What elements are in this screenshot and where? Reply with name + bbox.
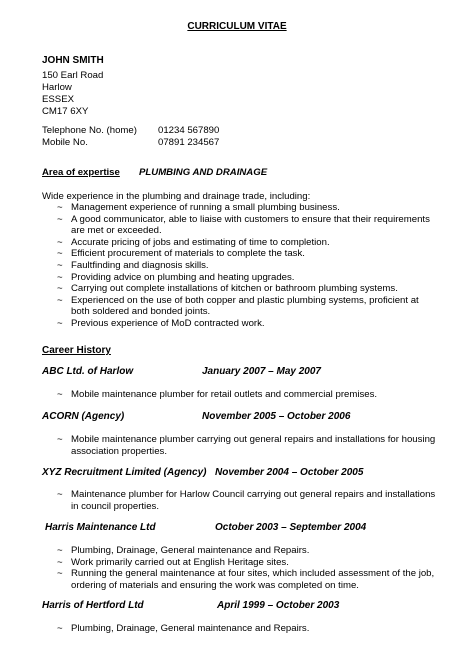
job-dates: November 2004 – October 2005 xyxy=(215,467,364,478)
list-item: ~ Previous experience of MoD contracted work. xyxy=(57,317,265,329)
phone-row-mobile xyxy=(42,137,219,149)
expertise-heading: Area of expertise xyxy=(42,167,120,178)
job-header xyxy=(42,411,350,422)
tilde-bullet: ~ xyxy=(57,283,63,295)
job-dates: April 1999 – October 2003 xyxy=(217,600,340,611)
expertise-value: PLUMBING AND DRAINAGE xyxy=(139,167,268,178)
list-item: ~ Work primarily carried out at English Heritage sites. xyxy=(57,556,289,568)
job-employer: ACORN (Agency) xyxy=(42,411,125,422)
list-item: ~ Carrying out complete installations of kitchen or bathroom plumbing systems. xyxy=(57,283,398,295)
career-history-heading: Career History xyxy=(42,345,111,356)
job-dates: October 2003 – September 2004 xyxy=(215,522,367,533)
tilde-bullet: ~ xyxy=(57,489,63,500)
job-duties xyxy=(57,545,437,591)
job-dates: January 2007 – May 2007 xyxy=(202,366,321,377)
tilde-bullet: ~ xyxy=(57,434,63,445)
list-item: ~ Mobile maintenance plumber carrying out general repairs and installations for housing association properties. xyxy=(57,434,436,457)
job-employer: Harris of Hertford Ltd xyxy=(42,600,144,611)
address-line: 150 Earl Road xyxy=(42,70,104,81)
phone-row-home xyxy=(42,125,219,137)
list-item: ~ Efficient procurement of materials to complete the task. xyxy=(57,248,305,260)
tilde-bullet: ~ xyxy=(57,213,63,225)
tilde-bullet: ~ xyxy=(57,545,63,556)
job-header xyxy=(42,467,363,478)
expertise-row xyxy=(42,167,267,178)
address-line: CM17 6XY xyxy=(42,106,89,117)
skills-list xyxy=(57,202,437,330)
list-item: ~ Accurate pricing of jobs and estimating of time to completion. xyxy=(57,236,330,248)
list-item: ~ Plumbing, Drainage, General maintenance and Repairs. xyxy=(57,545,310,556)
job-employer: Harris Maintenance Ltd xyxy=(45,522,156,533)
phone-number: 01234 567890 xyxy=(158,125,220,136)
expertise-intro: Wide experience in the plumbing and drainage trade, including: xyxy=(42,191,311,202)
phone-label: Mobile No. xyxy=(42,137,88,148)
job-header xyxy=(42,600,339,611)
job-header xyxy=(45,522,366,533)
list-item: ~ Management experience of running a small plumbing business. xyxy=(57,202,340,213)
tilde-bullet: ~ xyxy=(57,259,63,271)
phone-number: 07891 234567 xyxy=(158,137,220,148)
tilde-bullet: ~ xyxy=(57,389,63,400)
candidate-name: JOHN SMITH xyxy=(42,55,104,66)
list-item: ~ Mobile maintenance plumber for retail outlets and commercial premises. xyxy=(57,389,378,400)
address-block xyxy=(42,70,103,118)
list-item: ~ Plumbing, Drainage, General maintenance and Repairs. xyxy=(57,623,310,634)
tilde-bullet: ~ xyxy=(57,623,63,634)
job-duties xyxy=(57,623,437,635)
tilde-bullet: ~ xyxy=(57,236,63,248)
address-line: Harlow xyxy=(42,82,72,93)
document-title: CURRICULUM VITAE xyxy=(187,21,287,32)
tilde-bullet: ~ xyxy=(57,248,63,260)
tilde-bullet: ~ xyxy=(57,271,63,283)
list-item: ~ Providing advice on plumbing and heating upgrades. xyxy=(57,271,295,283)
tilde-bullet: ~ xyxy=(57,294,63,306)
job-duties xyxy=(57,489,437,512)
tilde-bullet: ~ xyxy=(57,568,63,580)
tilde-bullet: ~ xyxy=(57,556,63,568)
job-employer: XYZ Recruitment Limited (Agency) xyxy=(42,467,207,478)
list-item: ~ Maintenance plumber for Harlow Council carrying out general repairs and installations in council properties. xyxy=(57,489,436,512)
list-item: ~ A good communicator, able to liaise with customers to ensure that their requirements are met or exceeded. xyxy=(57,213,430,237)
list-item: ~ Faultfinding and diagnosis skills. xyxy=(57,259,209,271)
phone-label: Telephone No. (home) xyxy=(42,125,137,136)
job-employer: ABC Ltd. of Harlow xyxy=(42,366,134,377)
address-line: ESSEX xyxy=(42,94,74,105)
list-item: ~ Running the general maintenance at four sites, which included assessment of the job, ordering of materials and ensuring the work was completed on time. xyxy=(57,568,435,591)
job-dates: November 2005 – October 2006 xyxy=(202,411,351,422)
tilde-bullet: ~ xyxy=(57,202,63,213)
list-item: ~ Experienced on the use of both copper and plastic plumbing systems, proficient at both soldered and bonded joints. xyxy=(57,294,419,318)
job-duties xyxy=(57,389,437,401)
contact-block xyxy=(42,125,219,149)
job-header xyxy=(42,366,321,377)
job-duties xyxy=(57,434,437,457)
tilde-bullet: ~ xyxy=(57,317,63,329)
